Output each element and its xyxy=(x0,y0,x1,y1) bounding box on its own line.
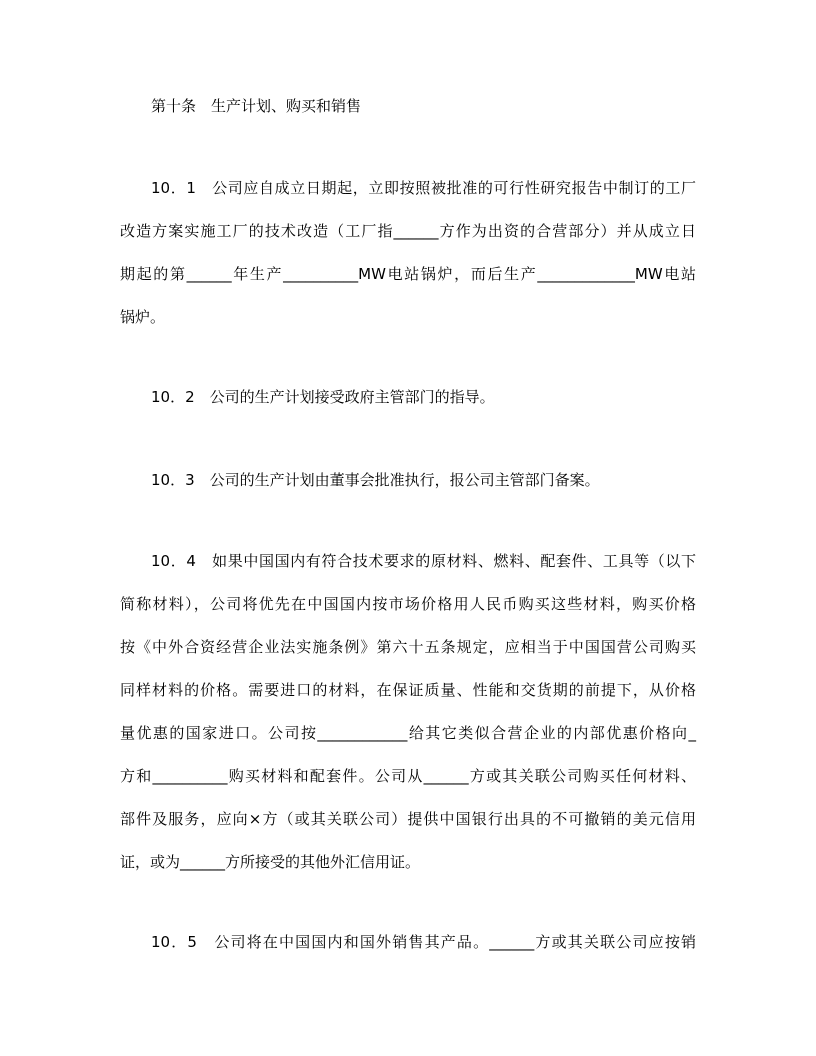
clause-10-1-line-2: 改造方案实施工厂的技术改造（工厂指______方作为出资的合营部分）并从成立日 xyxy=(120,222,696,240)
clause-10-4-line-2: 简称材料），公司将优先在中国国内按市场价格用人民币购买这些材料，购买价格 xyxy=(120,595,696,613)
clause-10-4-line-5: 量优惠的国家进口。公司按____________给其它类似合营企业的内部优惠价格向_ xyxy=(120,724,696,742)
clause-10-1-line-4: 锅炉。 xyxy=(120,308,166,326)
clause-10-4-line-8: 证，或为______方所接受的其他外汇信用证。 xyxy=(120,853,421,871)
clause-10-4-line-4: 同样材料的价格。需要进口的材料，在保证质量、性能和交货期的前提下，从价格 xyxy=(120,681,696,699)
clause-10-4-line-7: 部件及服务，应向×方（或其关联公司）提供中国银行出具的不可撤销的美元信用 xyxy=(120,810,696,828)
clause-10-3: 10．3 公司的生产计划由董事会批准执行，报公司主管部门备案。 xyxy=(151,471,600,489)
clause-10-4-line-6: 方和__________购买材料和配套件。公司从______方或其关联公司购买任何材料、 xyxy=(120,767,696,785)
clause-10-2: 10．2 公司的生产计划接受政府主管部门的指导。 xyxy=(151,388,495,406)
clause-10-4-line-3: 按《中外合资经营企业法实施条例》第六十五条规定，应相当于中国国营公司购买 xyxy=(120,638,696,656)
article-heading: 第十条 生产计划、购买和销售 xyxy=(151,97,362,115)
clause-10-4-line-1: 10．4 如果中国国内有符合技术要求的原材料、燃料、配套件、工具等（以下 xyxy=(151,552,696,570)
clause-10-1-line-3: 期起的第______年生产__________MW电站锅炉，而后生产_____________MW电站 xyxy=(120,265,696,283)
clause-10-5-line-1: 10．5 公司将在中国国内和国外销售其产品。______方或其关联公司应按销 xyxy=(151,933,696,951)
clause-10-1-line-1: 10．1 公司应自成立日期起，立即按照被批准的可行性研究报告中制订的工厂 xyxy=(151,179,696,197)
